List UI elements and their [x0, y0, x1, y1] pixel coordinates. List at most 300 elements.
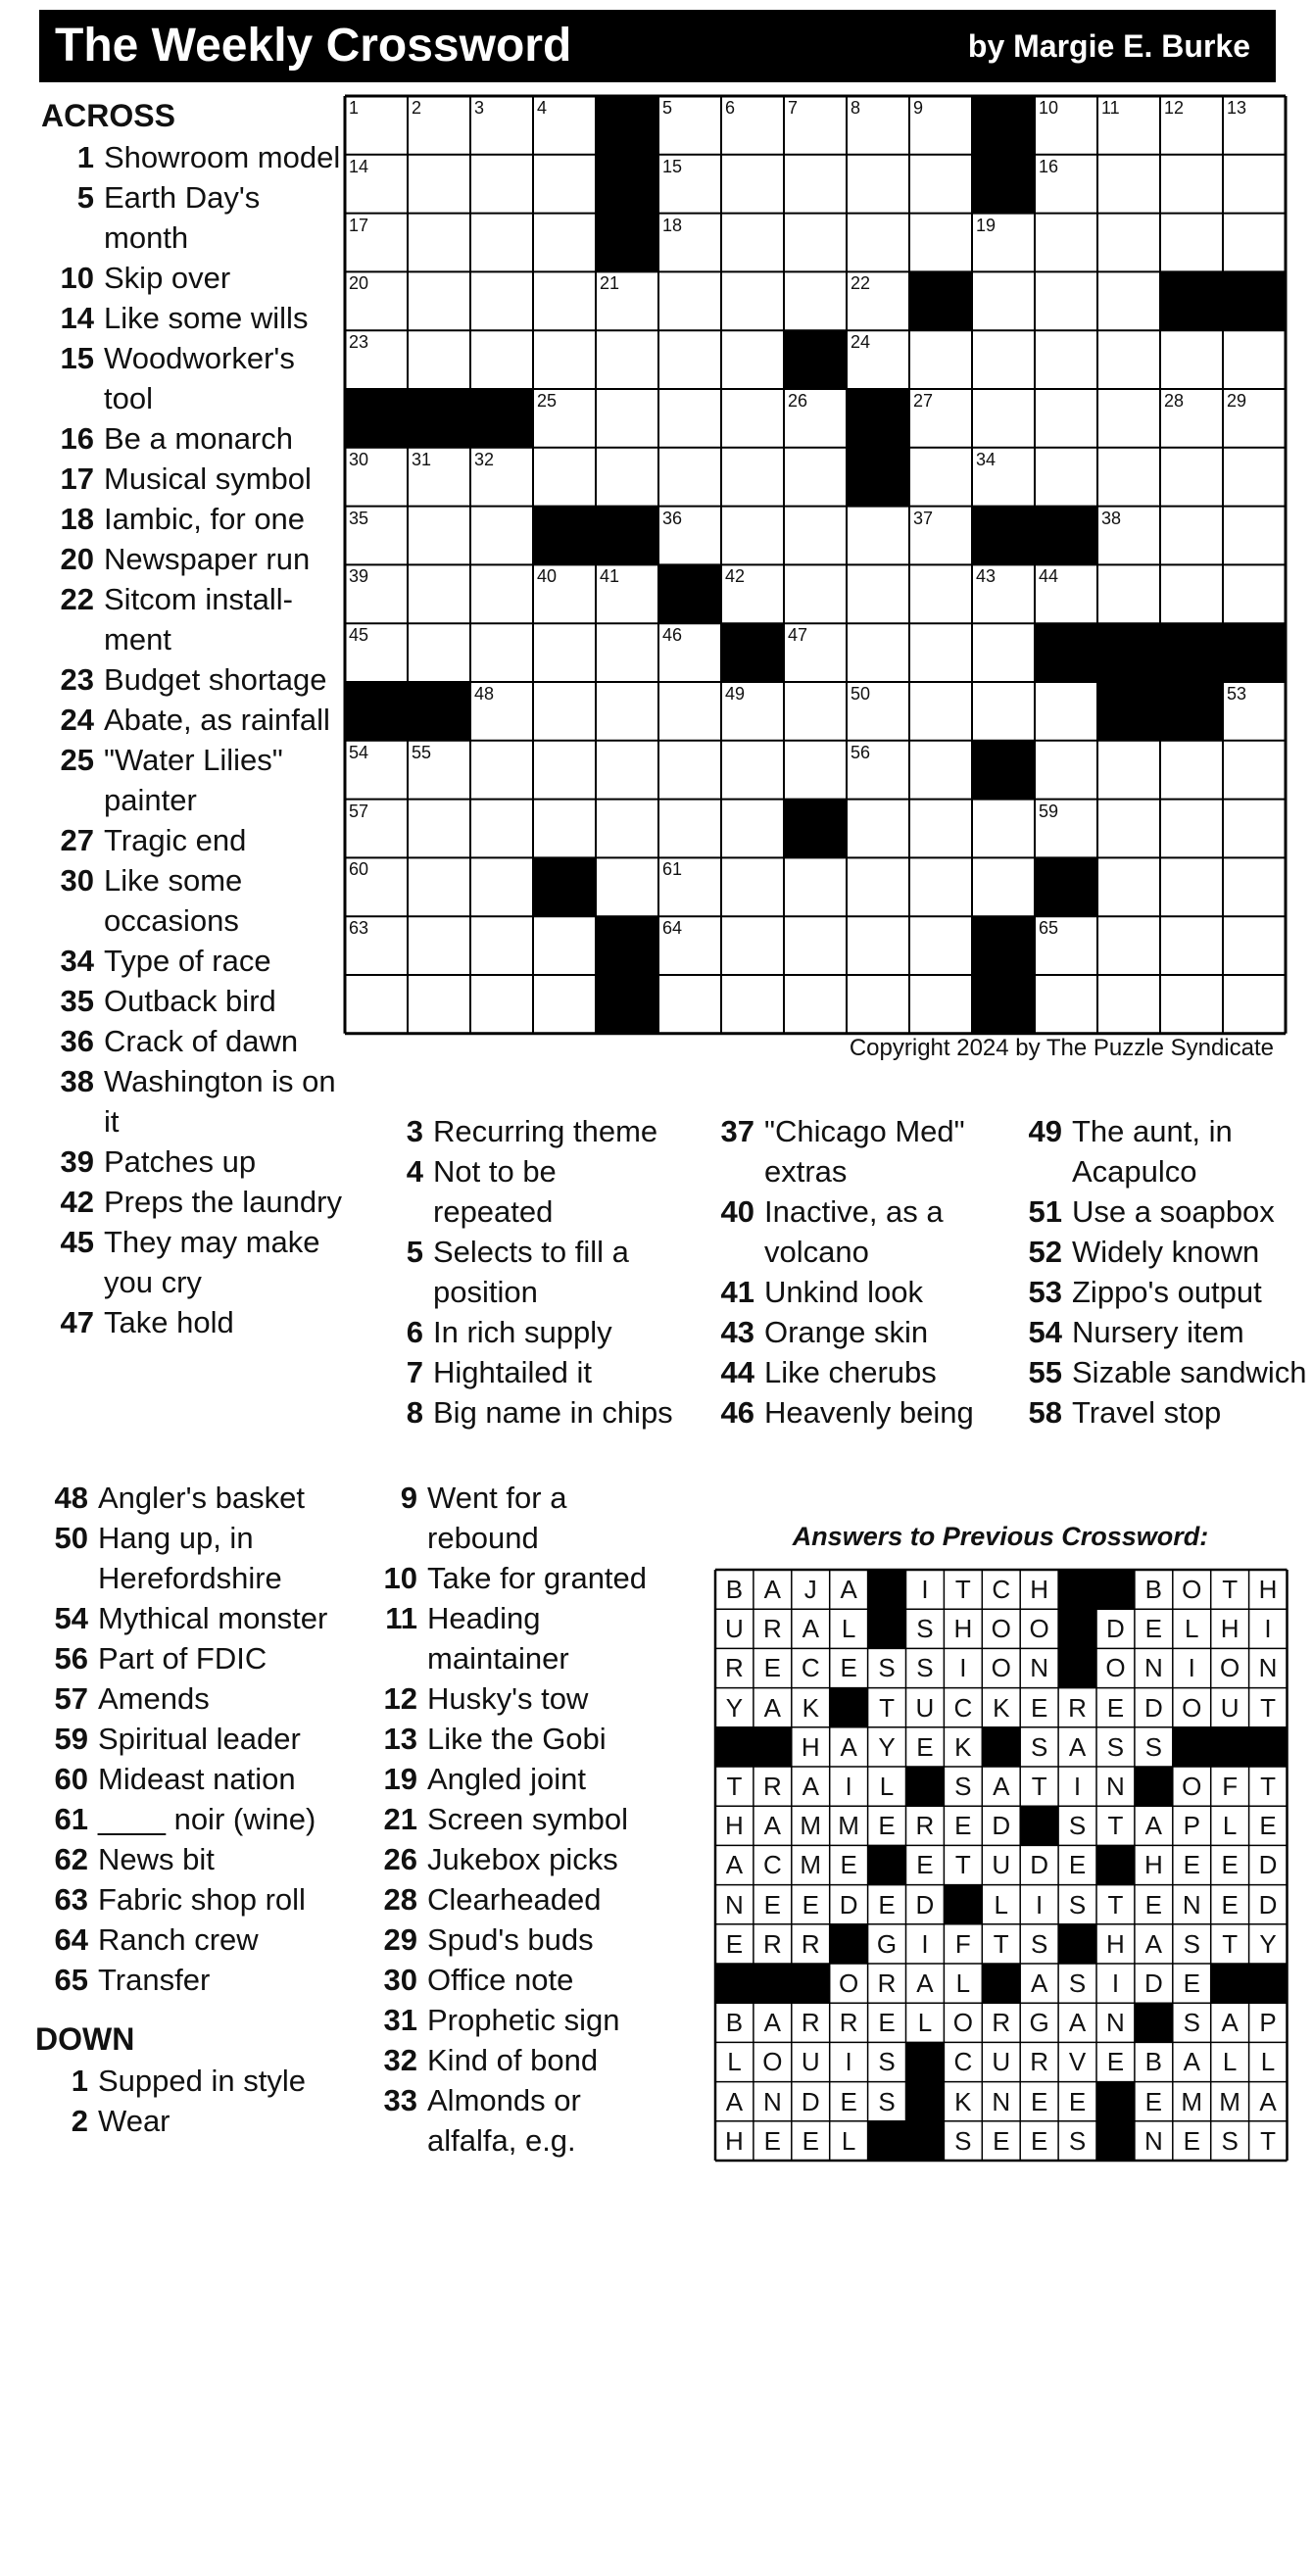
answer-letter: N — [1182, 1889, 1201, 1920]
cell-number: 50 — [851, 684, 871, 704]
answer-letter: C — [762, 1850, 782, 1880]
cell-number: 60 — [349, 859, 369, 880]
answer-letter: R — [1030, 2047, 1049, 2077]
clue-number: 31 — [383, 2003, 417, 2037]
cell-number: 32 — [474, 449, 495, 469]
clue-item — [41, 820, 345, 860]
clue-number: 11 — [385, 1601, 417, 1635]
clue-number: 10 — [383, 1561, 417, 1595]
clue-number: 35 — [60, 984, 94, 1018]
clue-item — [365, 1678, 678, 1719]
answer-letter: G — [1029, 2008, 1049, 2038]
answer-letter: S — [916, 1653, 934, 1683]
clue-text: Type of race — [104, 944, 271, 978]
clue-number: 32 — [383, 2043, 417, 2077]
cell-number: 7 — [788, 98, 799, 118]
answer-letter: H — [1220, 1614, 1240, 1644]
clue-number: 40 — [720, 1194, 754, 1229]
answer-letter: E — [763, 2125, 781, 2156]
clue-item — [370, 1151, 676, 1232]
clue-text: Zippo's output — [1072, 1275, 1262, 1309]
clue-number: 27 — [60, 823, 94, 857]
answer-letter: C — [953, 1692, 973, 1723]
clue-number: 2 — [71, 2104, 88, 2138]
answer-letter: T — [1107, 1889, 1124, 1920]
clue-number: 5 — [406, 1235, 423, 1269]
cell-number: 43 — [976, 566, 997, 587]
clue-item — [365, 2000, 678, 2040]
clue-item — [35, 1518, 349, 1598]
clue-item — [41, 740, 345, 820]
cell-number: 13 — [1227, 98, 1247, 118]
clue-number: 24 — [60, 703, 94, 737]
clue-text: Kind of bond — [427, 2043, 599, 2077]
clue-text: Spiritual leader — [98, 1722, 301, 1756]
clue-item — [41, 1302, 345, 1342]
answer-letter: S — [954, 2125, 972, 2156]
answer-letter: O — [991, 1614, 1011, 1644]
answer-letter: E — [1068, 1850, 1087, 1880]
answer-letter: P — [1183, 1811, 1200, 1841]
clue-number: 42 — [60, 1185, 94, 1219]
cell-number: 63 — [349, 918, 369, 939]
cell-number: 3 — [474, 98, 485, 118]
clue-text: Showroom model — [104, 140, 341, 174]
down-clues-column — [370, 1111, 676, 1433]
clue-item — [1009, 1392, 1307, 1433]
clue-number: 17 — [60, 462, 94, 496]
clue-item — [41, 1182, 345, 1222]
answer-letter: A — [1144, 1928, 1162, 1959]
clue-text: Screen symbol — [427, 1802, 629, 1836]
answer-letter: L — [1260, 2047, 1276, 2077]
cell-number: 19 — [976, 215, 997, 235]
clue-item — [370, 1392, 676, 1433]
clue-text: ____ noir (wine) — [98, 1802, 316, 1836]
clue-text: Heavenly being — [764, 1395, 974, 1430]
clue-item — [35, 2061, 349, 2101]
clue-item — [41, 418, 345, 459]
answer-letter: S — [1068, 2125, 1087, 2156]
clue-text: Musical symbol — [104, 462, 312, 496]
clue-text: Crack of dawn — [104, 1024, 299, 1058]
cell-number: 1 — [349, 98, 360, 118]
clue-number: 26 — [383, 1842, 417, 1876]
clue-text: Mythical monster — [98, 1601, 328, 1635]
answer-letter: O — [1029, 1614, 1049, 1644]
answer-letter: U — [1220, 1692, 1240, 1723]
answer-letter: K — [802, 1692, 819, 1723]
clue-text: They may make you cry — [104, 1225, 320, 1299]
clue-text: "Chicago Med" extras — [764, 1114, 965, 1189]
clue-item — [41, 579, 345, 659]
clue-item — [1009, 1111, 1307, 1191]
answer-letter: E — [1183, 2125, 1200, 2156]
answer-letter: T — [1031, 1772, 1047, 1801]
clue-number: 18 — [60, 502, 94, 536]
clue-text: Supped in style — [98, 2064, 306, 2098]
answer-letter: O — [1105, 1653, 1126, 1683]
cell-number: 45 — [349, 625, 369, 646]
answer-letter: R — [801, 1928, 820, 1959]
clue-number: 25 — [60, 743, 94, 777]
answer-letter: N — [725, 1889, 744, 1920]
clue-item — [35, 1478, 349, 1518]
clue-number: 28 — [383, 1882, 417, 1917]
answer-letter: R — [1068, 1692, 1087, 1723]
answer-letter: E — [1144, 1889, 1162, 1920]
clue-text: Widely known — [1072, 1235, 1260, 1269]
cell-number: 22 — [851, 273, 871, 294]
answer-letter: A — [1068, 1731, 1087, 1762]
answer-letter: H — [725, 1811, 744, 1841]
answer-letter: D — [1143, 1692, 1163, 1723]
answer-letter: F — [1222, 1772, 1239, 1801]
puzzle-title: The Weekly Crossword — [55, 20, 572, 72]
cell-number: 23 — [349, 332, 369, 353]
answer-letter: E — [1106, 2047, 1125, 2077]
answer-letter: S — [1183, 1928, 1200, 1959]
cell-number: 55 — [412, 742, 432, 762]
answer-letter: E — [763, 1889, 781, 1920]
answer-letter: S — [1030, 1928, 1048, 1959]
cell-number: 41 — [600, 566, 620, 587]
cell-number: 59 — [1039, 801, 1059, 821]
clue-number: 64 — [54, 1922, 88, 1957]
answer-letter: L — [1222, 2047, 1238, 2077]
answer-letter: H — [1106, 1928, 1125, 1959]
cell-number: 26 — [788, 391, 808, 411]
answer-letter: M — [800, 1811, 822, 1841]
clue-item — [41, 298, 345, 338]
cell-number: 16 — [1039, 156, 1059, 176]
answer-letter: H — [953, 1614, 973, 1644]
answer-letter: E — [840, 1850, 857, 1880]
answer-letter: I — [959, 1653, 967, 1683]
clue-text: News bit — [98, 1842, 215, 1876]
answer-letter: L — [1222, 1811, 1238, 1841]
answer-letter: E — [1030, 1692, 1048, 1723]
clue-item — [1009, 1232, 1307, 1272]
clue-number: 53 — [1028, 1275, 1062, 1309]
cell-number: 65 — [1039, 918, 1059, 939]
clue-number: 45 — [60, 1225, 94, 1259]
answer-letter: T — [1260, 1692, 1276, 1723]
answer-letter: E — [1106, 1692, 1125, 1723]
clue-text: Ranch crew — [98, 1922, 259, 1957]
answer-letter: A — [763, 1811, 781, 1841]
down-heading: DOWN — [35, 2021, 135, 2057]
answer-letter: R — [762, 1614, 782, 1644]
clue-item — [35, 1719, 349, 1759]
answer-letter: S — [1068, 1889, 1087, 1920]
answers-title: Answers to Previous Crossword: — [792, 1522, 1209, 1551]
cell-number: 12 — [1164, 98, 1185, 118]
answer-letter: D — [839, 1889, 858, 1920]
clue-text: Orange skin — [764, 1315, 929, 1349]
clue-number: 16 — [60, 421, 94, 456]
clue-number: 47 — [60, 1305, 94, 1339]
clue-item — [41, 177, 345, 258]
clue-text: Clearheaded — [427, 1882, 602, 1917]
clue-number: 15 — [60, 341, 94, 375]
answer-letter: A — [725, 2086, 744, 2116]
clue-number: 38 — [60, 1064, 94, 1098]
answer-letter: E — [802, 2125, 819, 2156]
clue-text: Unkind look — [764, 1275, 923, 1309]
clue-number: 54 — [1028, 1315, 1062, 1349]
cell-number: 9 — [913, 98, 924, 118]
answer-letter: E — [1144, 2086, 1162, 2116]
clue-number: 6 — [406, 1315, 423, 1349]
answer-letter: H — [725, 2125, 744, 2156]
cell-number: 36 — [662, 508, 683, 528]
clue-text: Big name in chips — [433, 1395, 673, 1430]
cell-number: 61 — [662, 859, 683, 880]
answer-letter: P — [1259, 2008, 1277, 2038]
clue-number: 62 — [54, 1842, 88, 1876]
clue-item — [41, 137, 345, 177]
answer-letter: O — [1182, 1772, 1202, 1801]
clue-number: 43 — [720, 1315, 754, 1349]
answer-letter: F — [954, 1928, 971, 1959]
clue-item — [35, 1638, 349, 1678]
clue-item — [35, 1839, 349, 1879]
clue-number: 33 — [383, 2083, 417, 2117]
clue-number: 50 — [54, 1521, 88, 1555]
clue-number: 58 — [1028, 1395, 1062, 1430]
clue-item — [41, 1061, 345, 1142]
answer-letter: I — [1036, 1889, 1044, 1920]
clue-number: 13 — [383, 1722, 417, 1756]
answer-letter: E — [954, 1811, 972, 1841]
across-clues-continued — [35, 1478, 349, 2141]
clue-item — [1009, 1352, 1307, 1392]
clue-text: Mideast nation — [98, 1762, 296, 1796]
clue-number: 48 — [54, 1481, 88, 1515]
clue-item — [35, 1598, 349, 1638]
clue-text: Angled joint — [427, 1762, 587, 1796]
clue-text: Tragic end — [104, 823, 247, 857]
author-byline: by Margie E. Burke — [967, 28, 1250, 64]
clue-item — [370, 1312, 676, 1352]
cell-number: 46 — [662, 625, 683, 646]
clue-text: Spud's buds — [427, 1922, 594, 1957]
answer-letter: T — [1107, 1811, 1124, 1841]
clue-text: "Water Lilies" painter — [104, 743, 283, 817]
clue-text: Recurring theme — [433, 1114, 658, 1148]
clue-number: 29 — [383, 1922, 417, 1957]
answer-letter: D — [1030, 1850, 1049, 1880]
clue-text: Almonds or alfalfa, e.g. — [427, 2083, 581, 2158]
clue-item — [1009, 1272, 1307, 1312]
clue-text: Abate, as rainfall — [104, 703, 330, 737]
clue-item — [41, 338, 345, 418]
cell-number: 38 — [1101, 508, 1122, 528]
clue-item — [365, 1558, 678, 1598]
answer-letter: S — [1030, 1731, 1048, 1762]
clue-number: 9 — [400, 1481, 417, 1515]
clue-item — [41, 941, 345, 981]
clue-item — [41, 981, 345, 1021]
answer-letter: S — [1068, 1968, 1087, 1998]
clue-text: Patches up — [104, 1144, 257, 1179]
answer-letter: D — [1106, 1614, 1125, 1644]
clue-item — [41, 1222, 345, 1302]
clue-item — [41, 1142, 345, 1182]
answer-letter: J — [803, 1575, 817, 1604]
grid-lines — [345, 96, 1288, 1036]
cell-number: 29 — [1227, 391, 1247, 411]
answer-letter: R — [725, 1653, 744, 1683]
answer-letter: T — [993, 1928, 1009, 1959]
answer-letter: A — [993, 1772, 1010, 1801]
answer-letter: T — [1260, 1772, 1276, 1801]
clue-text: Part of FDIC — [98, 1641, 267, 1676]
clue-text: Preps the laundry — [104, 1185, 342, 1219]
answer-letter: A — [1259, 2086, 1277, 2116]
answer-letter: O — [991, 1653, 1011, 1683]
clue-item — [365, 2040, 678, 2080]
clue-text: Sitcom install-ment — [104, 582, 293, 656]
cell-number: 5 — [662, 98, 673, 118]
cell-number: 24 — [851, 332, 871, 353]
clue-number: 46 — [720, 1395, 754, 1430]
clue-text: Earth Day's month — [104, 180, 261, 255]
clue-item — [702, 1111, 996, 1191]
answer-letter: S — [1106, 1731, 1125, 1762]
clue-item — [41, 459, 345, 499]
clue-text: Skip over — [104, 261, 231, 295]
cell-number: 40 — [537, 566, 558, 587]
clue-item — [370, 1352, 676, 1392]
clue-number: 21 — [383, 1802, 417, 1836]
clue-item — [41, 659, 345, 700]
answer-letter: E — [1183, 1850, 1200, 1880]
answer-letter: E — [840, 2086, 857, 2116]
clue-text: Take for granted — [427, 1561, 648, 1595]
clue-item — [35, 1920, 349, 1960]
clue-text: Selects to fill a position — [433, 1235, 629, 1309]
answer-letter: S — [878, 1653, 896, 1683]
answer-letter: D — [1143, 1968, 1163, 1998]
clue-item — [1009, 1191, 1307, 1232]
cell-number: 42 — [725, 566, 746, 587]
clue-text: Angler's basket — [98, 1481, 305, 1515]
answer-letter: S — [1068, 1811, 1087, 1841]
answer-letter: E — [1068, 2086, 1087, 2116]
answer-letter: O — [1182, 1692, 1202, 1723]
answer-letter: Y — [725, 1692, 744, 1723]
clue-text: Like some wills — [104, 301, 309, 335]
clue-text: Outback bird — [104, 984, 276, 1018]
answer-letter: O — [952, 2008, 973, 2038]
clue-text: Prophetic sign — [427, 2003, 620, 2037]
answer-letter: A — [1068, 2008, 1087, 2038]
answer-letter: G — [876, 1928, 898, 1959]
cell-number: 49 — [725, 684, 746, 704]
clue-number: 39 — [60, 1144, 94, 1179]
clue-number: 57 — [54, 1681, 88, 1716]
across-heading: ACROSS — [41, 98, 175, 133]
clue-item — [41, 1021, 345, 1061]
answer-letter: C — [801, 1653, 820, 1683]
answer-letter: I — [921, 1928, 929, 1959]
answer-letter: A — [763, 2008, 781, 2038]
answer-letter: H — [801, 1731, 820, 1762]
clue-number: 1 — [71, 2064, 88, 2098]
clue-item — [41, 258, 345, 298]
previous-answers-grid — [715, 1570, 1288, 2161]
clue-item — [365, 1598, 678, 1678]
answer-letter: A — [840, 1731, 857, 1762]
crossword-grid — [345, 96, 1286, 1034]
answer-letter: T — [954, 1850, 971, 1880]
answer-letter: O — [1220, 1653, 1240, 1683]
clue-number: 3 — [406, 1114, 423, 1148]
clue-text: Like some occasions — [104, 863, 243, 938]
clue-number: 4 — [406, 1154, 423, 1189]
clue-text: Use a soapbox — [1072, 1194, 1275, 1229]
answer-letter: T — [954, 1575, 971, 1604]
answer-letter: A — [725, 1850, 744, 1880]
cell-number: 27 — [913, 391, 934, 411]
down-clues-column-3 — [702, 1111, 996, 1433]
clue-text: Nursery item — [1072, 1315, 1244, 1349]
answer-letter: U — [915, 1692, 935, 1723]
answer-letter: E — [878, 1811, 896, 1841]
clue-text: Office note — [427, 1963, 574, 1997]
clue-text: Inactive, as a volcano — [764, 1194, 944, 1269]
clue-text: Husky's tow — [427, 1681, 589, 1716]
answer-letter: S — [1183, 2008, 1200, 2038]
cell-number: 14 — [349, 156, 369, 176]
answer-letter: D — [992, 1811, 1011, 1841]
answer-letter: A — [1183, 2047, 1200, 2077]
answer-letter: N — [1106, 2008, 1125, 2038]
clue-text: Hang up, in Herefordshire — [98, 1521, 282, 1595]
answer-letter: U — [992, 1850, 1011, 1880]
answer-letter: E — [802, 1889, 819, 1920]
clue-text: Sizable sandwich — [1072, 1355, 1307, 1389]
answer-letter: E — [916, 1850, 934, 1880]
answers-grid-lines — [715, 1570, 1289, 2163]
answer-letter: B — [1144, 2047, 1162, 2077]
answer-letter: E — [1030, 2125, 1048, 2156]
answer-letter: N — [1143, 2125, 1163, 2156]
answer-letter: D — [1258, 1850, 1278, 1880]
clue-number: 30 — [60, 863, 94, 898]
clue-number: 8 — [406, 1395, 423, 1430]
down-clues-column-continued — [365, 1478, 678, 2161]
answer-letter: A — [916, 1968, 934, 1998]
answer-letter: E — [916, 1731, 934, 1762]
clue-number: 55 — [1028, 1355, 1062, 1389]
cell-number: 2 — [412, 98, 422, 118]
copyright-notice: Copyright 2024 by The Puzzle Syndicate — [849, 1035, 1274, 1061]
page-header — [39, 10, 1276, 82]
answer-letter: L — [727, 2047, 742, 2077]
clue-item — [365, 1839, 678, 1879]
answer-letter: C — [953, 2047, 973, 2077]
cell-number: 64 — [662, 918, 683, 939]
clue-number: 59 — [54, 1722, 88, 1756]
answer-letter: E — [993, 2125, 1010, 2156]
answer-letter: A — [1144, 1811, 1162, 1841]
clue-number: 65 — [54, 1963, 88, 1997]
answer-letter: A — [1221, 2008, 1239, 2038]
cell-number: 48 — [474, 684, 495, 704]
